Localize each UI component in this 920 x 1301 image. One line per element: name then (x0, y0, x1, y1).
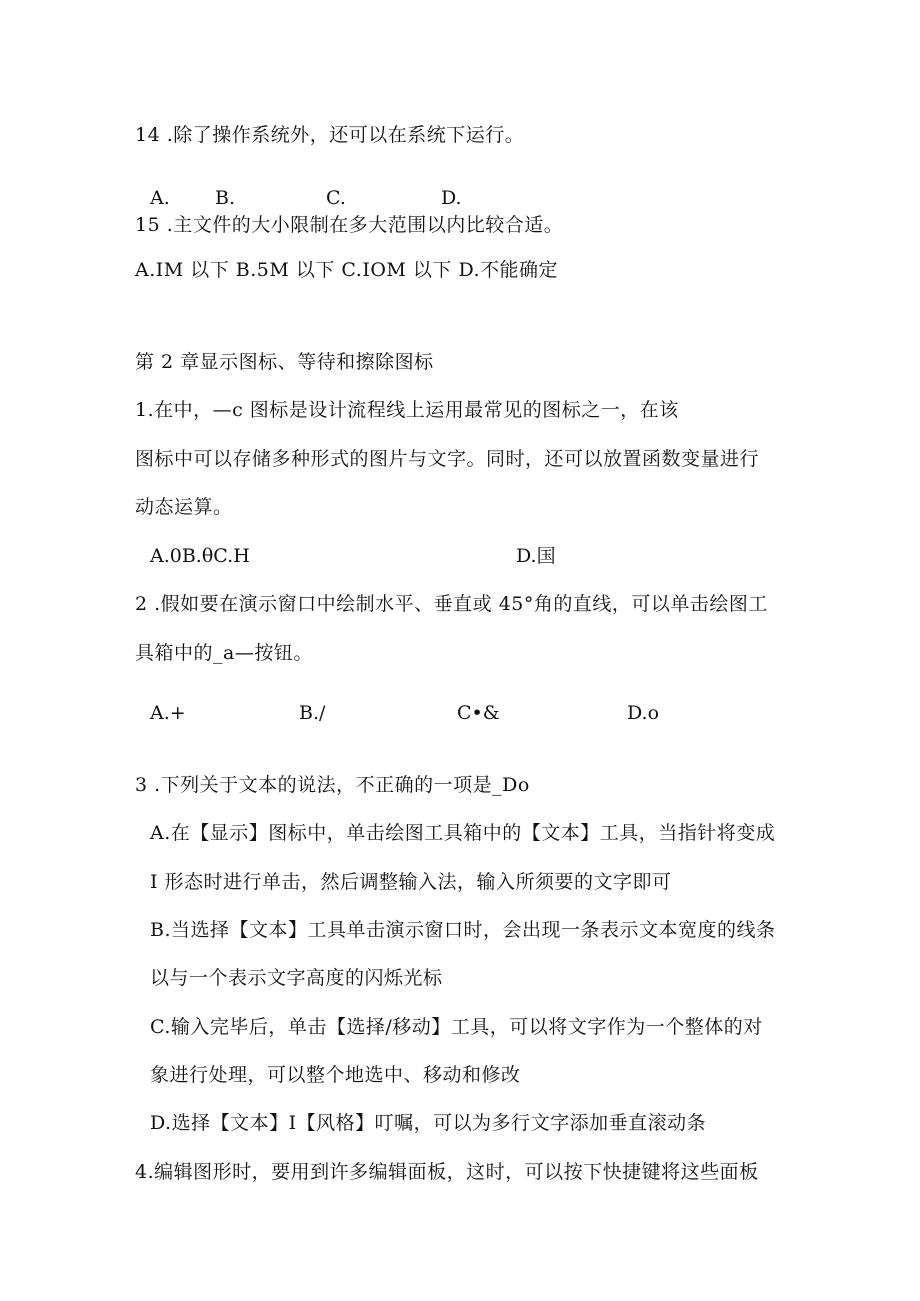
q14-option-a: A. (150, 187, 170, 209)
q14-option-d: D. (441, 187, 462, 209)
q2-option-a: A.+ (150, 702, 186, 724)
chapter-heading: 第 2 章显示图标、等待和擦除图标 (135, 351, 434, 373)
q3-option-b-line-1: B.当选择【文本】工具单击演示窗口时，会出现一条表示文本宽度的线条 (150, 919, 776, 941)
q2-option-b: B./ (299, 702, 326, 724)
question-1-line-2: 图标中可以存储多种形式的图片与文字。同时，还可以放置函数变量进行 (135, 448, 760, 470)
question-2-line-1: 2 .假如要在演示窗口中绘制水平、垂直或 45°角的直线，可以单击绘图工 (135, 593, 768, 615)
q3-option-b-line-2: 以与一个表示文字高度的闪烁光标 (150, 967, 443, 989)
question-15: 15 .主文件的大小限制在多大范围以内比较合适。 (135, 214, 564, 236)
q1-options-abc: A.0B.θC.H (150, 545, 250, 567)
q14-option-c: C. (326, 187, 346, 209)
q15-options: A.IM 以下 B.5M 以下 C.IOM 以下 D.不能确定 (135, 259, 559, 281)
question-2-line-2: 具箱中的_a—按钮。 (135, 642, 313, 664)
q2-option-d: D.o (627, 702, 660, 724)
q3-option-c-line-2: 象进行处理，可以整个地选中、移动和修改 (150, 1064, 521, 1086)
question-1-line-3: 动态运算。 (135, 496, 233, 518)
question-4: 4.编辑图形时，要用到许多编辑面板，这时，可以按下快捷键将这些面板 (135, 1161, 759, 1183)
question-1-line-1: 1.在中，—c 图标是设计流程线上运用最常见的图标之一，在该 (135, 399, 679, 421)
question-14: 14 .除了操作系统外，还可以在系统下运行。 (135, 124, 525, 146)
q1-option-d: D.国 (516, 545, 556, 567)
q3-option-d: D.选择【文本】I【风格】叮嘱，可以为多行文字添加垂直滚动条 (150, 1112, 707, 1134)
q3-option-c-line-1: C.输入完毕后，单击【选择/移动】工具，可以将文字作为一个整体的对 (150, 1016, 763, 1038)
q3-option-a-line-2: I 形态时进行单击，然后调整输入法，输入所须要的文字即可 (150, 871, 672, 893)
question-3-stem: 3 .下列关于文本的说法，不正确的一项是_Do (135, 774, 530, 796)
q14-option-b: B. (215, 187, 236, 209)
q3-option-a-line-1: A.在【显示】图标中，单击绘图工具箱中的【文本】工具，当指针将变成 (150, 822, 776, 844)
q2-option-c: C•& (457, 702, 500, 724)
